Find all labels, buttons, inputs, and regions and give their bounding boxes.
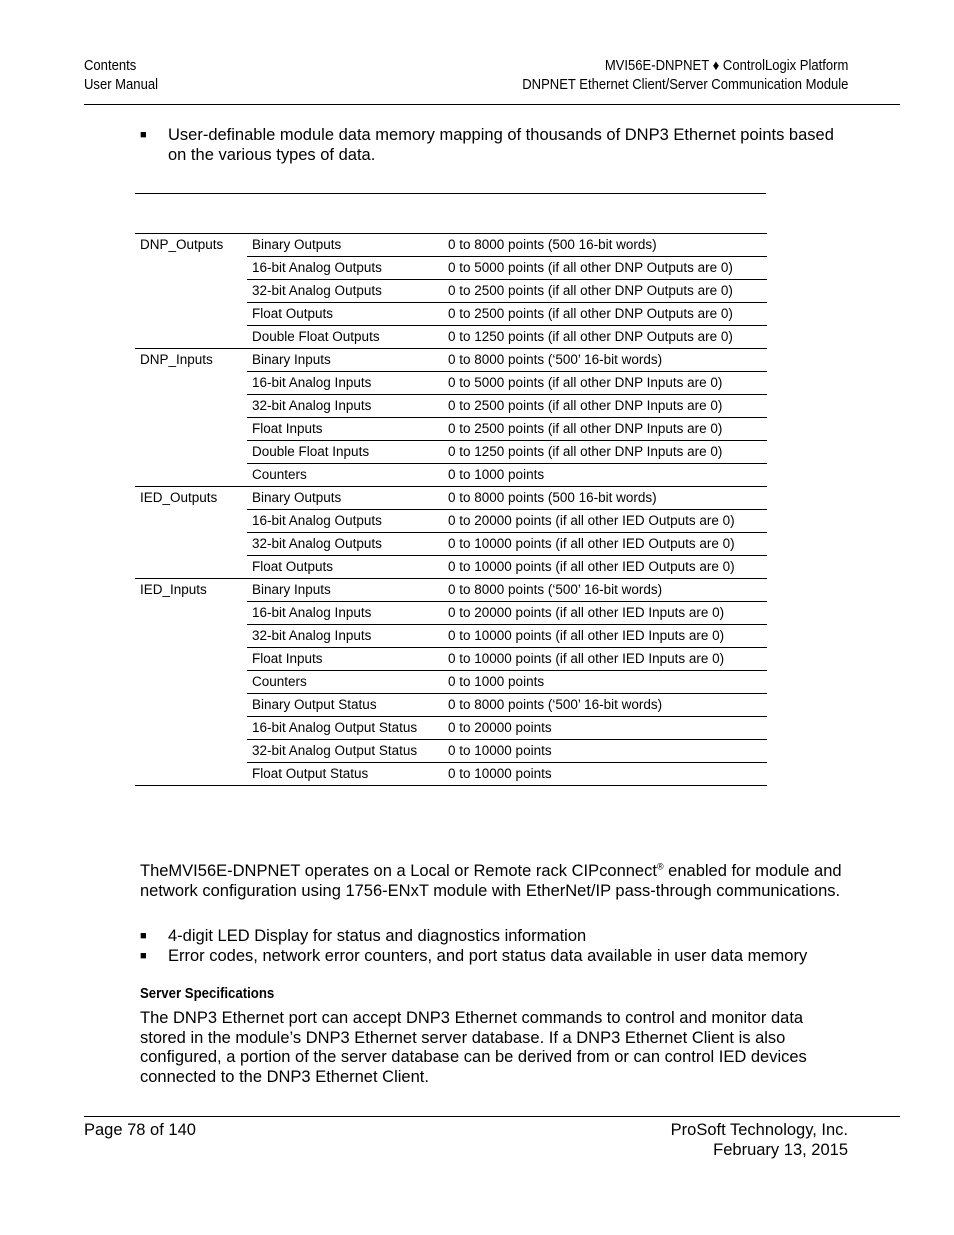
- point-range-cell: 0 to 10000 points (if all other IED Outputs are 0): [443, 533, 767, 556]
- group-cell: [135, 717, 247, 740]
- point-type-cell: Counters: [247, 464, 443, 487]
- group-cell: DNP_Outputs: [135, 234, 247, 257]
- point-range-cell: 0 to 2500 points (if all other DNP Outputs are 0): [443, 303, 767, 326]
- point-range-cell: 0 to 1250 points (if all other DNP Outputs are 0): [443, 326, 767, 349]
- group-cell: [135, 763, 247, 786]
- table-row: [135, 395, 767, 418]
- point-type-cell: 16-bit Analog Inputs: [247, 372, 443, 395]
- table-row: [135, 280, 767, 303]
- intro-text-end: enabled for module and network configuration using 1756-ENxT module with EtherNet/IP pass-through communications.: [140, 862, 842, 900]
- point-type-cell: 16-bit Analog Inputs: [247, 602, 443, 625]
- footer-divider: [84, 1116, 900, 1117]
- table-row: [135, 487, 767, 510]
- bullet-icon: ■: [140, 129, 147, 141]
- section-heading: Server Specifications: [140, 985, 275, 1002]
- table-row: [135, 533, 767, 556]
- header-doc-type: User Manual: [84, 77, 158, 93]
- table-row: [135, 510, 767, 533]
- table-row: [135, 372, 767, 395]
- table-row: [135, 556, 767, 579]
- point-range-cell: 0 to 1000 points: [443, 464, 767, 487]
- point-type-cell: Float Inputs: [247, 648, 443, 671]
- point-type-cell: 32-bit Analog Inputs: [247, 395, 443, 418]
- point-type-cell: Double Float Outputs: [247, 326, 443, 349]
- group-cell: [135, 671, 247, 694]
- list-item-text: 4-digit LED Display for status and diagnostics information: [168, 927, 587, 945]
- table-row: [135, 763, 767, 786]
- group-cell: [135, 510, 247, 533]
- point-range-cell: 0 to 8000 points (‘500’ 16-bit words): [443, 349, 767, 372]
- point-range-cell: 0 to 10000 points: [443, 763, 767, 786]
- point-range-cell: 0 to 10000 points (if all other IED Inputs are 0): [443, 648, 767, 671]
- point-range-cell: 0 to 1250 points (if all other DNP Inputs are 0): [443, 441, 767, 464]
- group-cell: [135, 602, 247, 625]
- point-range-cell: 0 to 20000 points (if all other IED Outputs are 0): [443, 510, 767, 533]
- table-title-divider: [135, 193, 766, 194]
- header-product: MVI56E-DNPNET ♦ ControlLogix Platform: [604, 58, 848, 74]
- footer-page-number: Page 78 of 140: [84, 1121, 196, 1139]
- table-row: [135, 694, 767, 717]
- table-row: [135, 349, 767, 372]
- group-cell: [135, 395, 247, 418]
- group-cell: [135, 326, 247, 349]
- top-bullet-item: [140, 126, 840, 165]
- group-cell: [135, 464, 247, 487]
- table-row: [135, 579, 767, 602]
- group-cell: [135, 533, 247, 556]
- group-cell: DNP_Inputs: [135, 349, 247, 372]
- point-type-cell: Binary Outputs: [247, 234, 443, 257]
- group-cell: [135, 257, 247, 280]
- footer-date: February 13, 2015: [713, 1141, 848, 1159]
- intro-paragraph: [140, 862, 850, 901]
- point-type-cell: Binary Inputs: [247, 579, 443, 602]
- table-row: [135, 740, 767, 763]
- header-module: DNPNET Ethernet Client/Server Communication Module: [521, 77, 848, 93]
- point-range-cell: 0 to 20000 points (if all other IED Inputs are 0): [443, 602, 767, 625]
- table-row: [135, 625, 767, 648]
- table-row: [135, 464, 767, 487]
- point-range-cell: 0 to 2500 points (if all other DNP Inputs are 0): [443, 395, 767, 418]
- table-row: [135, 648, 767, 671]
- list-item: [140, 927, 860, 947]
- table-row: [135, 257, 767, 280]
- group-cell: [135, 280, 247, 303]
- point-type-cell: 16-bit Analog Output Status: [247, 717, 443, 740]
- table-row: [135, 441, 767, 464]
- group-cell: [135, 740, 247, 763]
- point-type-cell: Binary Inputs: [247, 349, 443, 372]
- point-range-cell: 0 to 8000 points (500 16-bit words): [443, 234, 767, 257]
- point-type-cell: 32-bit Analog Inputs: [247, 625, 443, 648]
- group-cell: IED_Inputs: [135, 579, 247, 602]
- table-row: [135, 671, 767, 694]
- group-cell: IED_Outputs: [135, 487, 247, 510]
- point-type-cell: 16-bit Analog Outputs: [247, 510, 443, 533]
- group-cell: [135, 303, 247, 326]
- table-row: [135, 602, 767, 625]
- data-points-table: [135, 233, 767, 786]
- group-cell: [135, 556, 247, 579]
- group-cell: [135, 418, 247, 441]
- point-range-cell: 0 to 5000 points (if all other DNP Outputs are 0): [443, 257, 767, 280]
- point-type-cell: Float Outputs: [247, 556, 443, 579]
- group-cell: [135, 694, 247, 717]
- list-item: [140, 947, 860, 967]
- point-type-cell: Binary Output Status: [247, 694, 443, 717]
- point-type-cell: 32-bit Analog Outputs: [247, 533, 443, 556]
- point-range-cell: 0 to 8000 points (‘500’ 16-bit words): [443, 579, 767, 602]
- group-cell: [135, 441, 247, 464]
- point-type-cell: Binary Outputs: [247, 487, 443, 510]
- table-row: [135, 234, 767, 257]
- group-cell: [135, 372, 247, 395]
- point-type-cell: Float Outputs: [247, 303, 443, 326]
- footer-right: [671, 1120, 848, 1160]
- point-type-cell: 16-bit Analog Outputs: [247, 257, 443, 280]
- data-points-table-body: [135, 234, 767, 786]
- point-type-cell: Counters: [247, 671, 443, 694]
- header-section-title: Contents: [84, 58, 137, 74]
- bullet-icon: ■: [140, 930, 147, 942]
- point-range-cell: 0 to 8000 points (500 16-bit words): [443, 487, 767, 510]
- point-range-cell: 0 to 2500 points (if all other DNP Outputs are 0): [443, 280, 767, 303]
- footer-company: ProSoft Technology, Inc.: [670, 1121, 848, 1139]
- header-right: [522, 57, 848, 95]
- point-range-cell: 0 to 20000 points: [443, 717, 767, 740]
- group-cell: [135, 648, 247, 671]
- point-range-cell: 0 to 8000 points (‘500’ 16-bit words): [443, 694, 767, 717]
- feature-bullet-list: [140, 927, 860, 966]
- header-divider: [84, 104, 900, 105]
- header-left: [84, 57, 158, 95]
- point-range-cell: 0 to 5000 points (if all other DNP Inputs are 0): [443, 372, 767, 395]
- group-cell: [135, 625, 247, 648]
- table-row: [135, 303, 767, 326]
- registered-mark: ®: [656, 861, 664, 872]
- server-paragraph: The DNP3 Ethernet port can accept DNP3 Ethernet commands to control and monitor data stored in the module’s DNP3 Ethernet server database. If a DNP3 Ethernet Client is also configured, a portion of the server database can be derived from or can control IED devices connected to the DNP3 Ethernet Client.: [140, 1009, 807, 1086]
- point-range-cell: 0 to 2500 points (if all other DNP Inputs are 0): [443, 418, 767, 441]
- point-type-cell: Float Output Status: [247, 763, 443, 786]
- top-bullet-text: User-definable module data memory mapping of thousands of DNP3 Ethernet points based on the various types of data.: [168, 126, 834, 164]
- point-range-cell: 0 to 10000 points (if all other IED Inputs are 0): [443, 625, 767, 648]
- table-row: [135, 418, 767, 441]
- point-range-cell: 0 to 10000 points (if all other IED Outputs are 0): [443, 556, 767, 579]
- bullet-icon: ■: [140, 949, 147, 962]
- point-type-cell: Double Float Inputs: [247, 441, 443, 464]
- table-row: [135, 717, 767, 740]
- list-item-text: Error codes, network error counters, and port status data available in user data memory: [168, 946, 808, 965]
- point-type-cell: Float Inputs: [247, 418, 443, 441]
- table-row: [135, 326, 767, 349]
- point-type-cell: 32-bit Analog Output Status: [247, 740, 443, 763]
- point-range-cell: 0 to 10000 points: [443, 740, 767, 763]
- intro-text-start: TheMVI56E-DNPNET operates on a Local or Remote rack CIPconnect: [140, 862, 657, 880]
- point-range-cell: 0 to 1000 points: [443, 671, 767, 694]
- point-type-cell: 32-bit Analog Outputs: [247, 280, 443, 303]
